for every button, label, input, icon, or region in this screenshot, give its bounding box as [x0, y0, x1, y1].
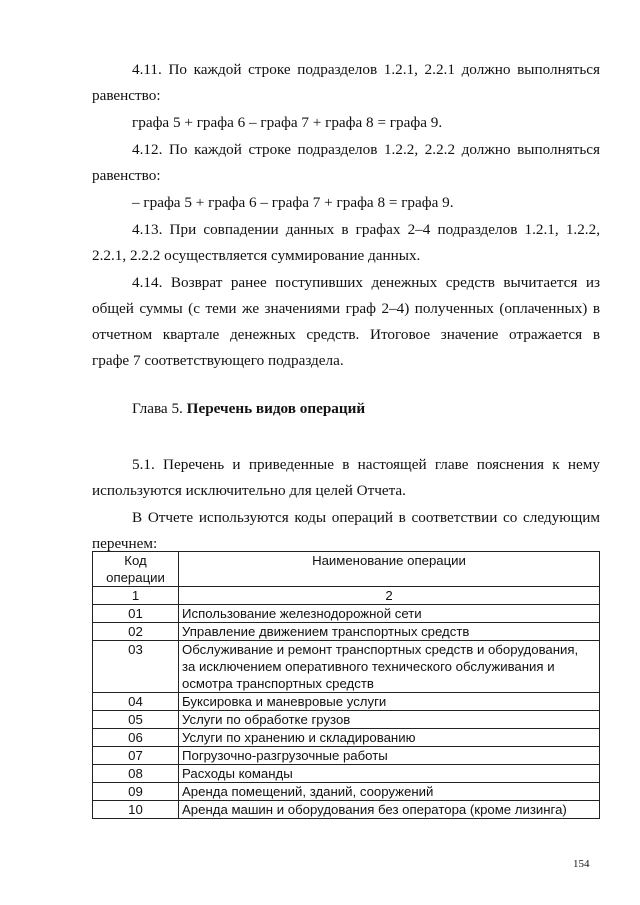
table-row — [93, 783, 600, 801]
row-name: Аренда машин и оборудования без оператора (кроме лизинга) — [179, 801, 600, 819]
paragraph-4-14-line3: отчетном квартале денежных средств. Итоговое значение отражается в — [92, 326, 600, 343]
chapter-heading — [132, 400, 365, 418]
page-number: 154 — [573, 858, 590, 870]
paragraph-4-13-line1: 4.13. При совпадении данных в графах 2–4 подразделов 1.2.1, 1.2.2, — [132, 221, 600, 238]
operations-table — [92, 551, 600, 819]
row-code: 05 — [93, 711, 179, 729]
row-name-line1: Обслуживание и ремонт транспортных средств и оборудования, — [182, 642, 579, 657]
paragraph-4-11-line2: равенство: — [92, 87, 161, 104]
colnum-1: 1 — [93, 587, 179, 605]
formula-4-11: графа 5 + графа 6 – графа 7 + графа 8 = графа 9. — [132, 114, 443, 131]
paragraph-4-14-line4: графе 7 соответствующего подраздела. — [92, 352, 344, 369]
paragraph-5-1-line2: используются исключительно для целей Отчета. — [92, 482, 406, 499]
row-code: 08 — [93, 765, 179, 783]
table-row — [93, 693, 600, 711]
table-colnum-row — [93, 587, 600, 605]
header-name: Наименование операции — [179, 552, 600, 587]
paragraph-5-2-line2: перечнем: — [92, 535, 158, 552]
row-name: Управление движением транспортных средств — [179, 623, 600, 641]
row-code: 07 — [93, 747, 179, 765]
paragraph-4-12-line1: 4.12. По каждой строке подразделов 1.2.2, 2.2.2 должно выполняться — [132, 141, 600, 158]
header-code-line2: операции — [106, 570, 165, 585]
row-name: Услуги по обработке грузов — [179, 711, 600, 729]
chapter-prefix: Глава 5. — [132, 400, 183, 417]
colnum-2: 2 — [179, 587, 600, 605]
paragraph-4-14-line2: общей суммы (с теми же значениями граф 2–4) полученных (оплаченных) в — [92, 300, 600, 317]
paragraph-4-14-line1: 4.14. Возврат ранее поступивших денежных средств вычитается из — [132, 274, 600, 291]
row-code: 10 — [93, 801, 179, 819]
row-name — [179, 641, 600, 693]
row-name-line3: осмотра транспортных средств — [182, 676, 374, 691]
row-name: Погрузочно-разгрузочные работы — [179, 747, 600, 765]
paragraph-4-12-line2: равенство: — [92, 167, 161, 184]
row-code: 02 — [93, 623, 179, 641]
paragraph-5-2-line1: В Отчете используются коды операций в соответствии со следующим — [132, 509, 600, 526]
table-row — [93, 801, 600, 819]
paragraph-4-13-line2: 2.2.1, 2.2.2 осуществляется суммирование данных. — [92, 247, 421, 264]
paragraph-5-1-line1: 5.1. Перечень и приведенные в настоящей главе пояснения к нему — [132, 456, 600, 473]
table-row — [93, 623, 600, 641]
header-code-line1: Код — [124, 553, 147, 568]
row-code: 04 — [93, 693, 179, 711]
row-code: 06 — [93, 729, 179, 747]
row-name: Расходы команды — [179, 765, 600, 783]
row-name: Услуги по хранению и складированию — [179, 729, 600, 747]
table-header-row — [93, 552, 600, 587]
paragraph-4-11-line1: 4.11. По каждой строке подразделов 1.2.1, 2.2.1 должно выполняться — [132, 61, 600, 78]
formula-4-12: – графа 5 + графа 6 – графа 7 + графа 8 = графа 9. — [132, 194, 454, 211]
table-row — [93, 765, 600, 783]
table-row — [93, 729, 600, 747]
chapter-title: Перечень видов операций — [186, 400, 366, 417]
row-name: Аренда помещений, зданий, сооружений — [179, 783, 600, 801]
header-code — [93, 552, 179, 587]
row-name-line2: за исключением оперативного технического обслуживания и — [182, 659, 555, 674]
row-code: 03 — [93, 641, 179, 693]
table-row — [93, 641, 600, 693]
row-name: Использование железнодорожной сети — [179, 605, 600, 623]
table-row — [93, 747, 600, 765]
table-row — [93, 605, 600, 623]
row-code: 09 — [93, 783, 179, 801]
row-name: Буксировка и маневровые услуги — [179, 693, 600, 711]
table-row — [93, 711, 600, 729]
row-code: 01 — [93, 605, 179, 623]
